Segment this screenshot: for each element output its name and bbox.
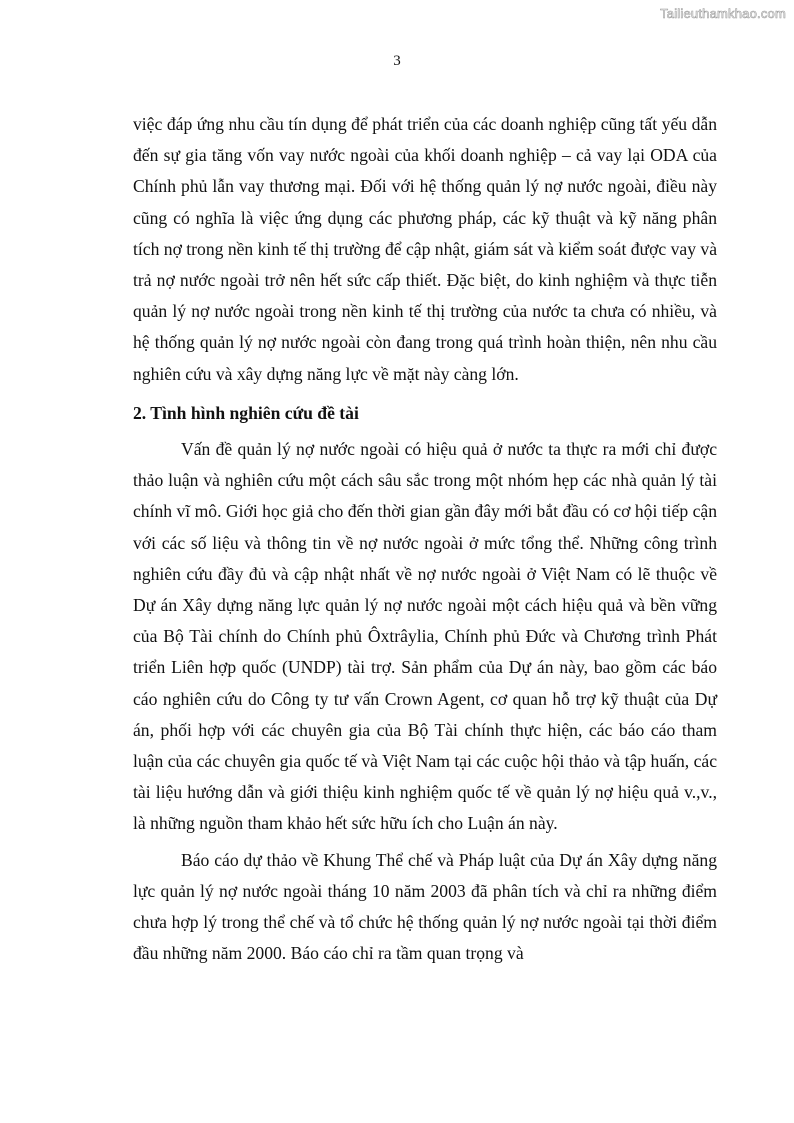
paragraph: Vấn đề quản lý nợ nước ngoài có hiệu quả ở nước ta thực ra mới chỉ được thảo luận và nghiên cứu một cách sâu sắc trong một nhóm hẹp các nhà quản lý tài chính vĩ mô. Giới học giả cho đến thời gian gần đây mới bắt đầu có cơ hội tiếp cận với các số liệu và thông tin về nợ nước ngoài ở mức tổng thể. Những công trình nghiên cứu đầy đủ và cập nhật nhất về nợ nước ngoài ở Việt Nam có lẽ thuộc về Dự án Xây dựng năng lực quản lý nợ nước ngoài một cách hiệu quả và bền vững của Bộ Tài chính do Chính phủ Ôxtrâylia, Chính phủ Đức và Chương trình Phát triển Liên hợp quốc (UNDP) tài trợ. Sản phẩm của Dự án này, bao gồm các báo cáo nghiên cứu do Công ty tư vấn Crown Agent, cơ quan hỗ trợ kỹ thuật của Dự án, phối hợp với các chuyên gia của Bộ Tài chính thực hiện, các báo cáo tham luận của các chuyên gia quốc tế và Việt Nam tại các cuộc hội thảo và tập huấn, các tài liệu hướng dẫn và giới thiệu kinh nghiệm quốc tế về quản lý nợ hiệu quả v.,v., là những nguồn tham khảo hết sức hữu ích cho Luận án này. (133, 439, 717, 834)
document-body (133, 109, 717, 969)
page-number: 3 (393, 53, 401, 69)
paragraph: Báo cáo dự thảo về Khung Thể chế và Pháp luật của Dự án Xây dựng năng lực quản lý nợ nước ngoài tháng 10 năm 2003 đã phân tích và chỉ ra những điểm chưa hợp lý trong thể chế và tổ chức hệ thống quản lý nợ nước ngoài tại thời điểm đầu những năm 2000. Báo cáo chỉ ra tầm quan trọng và (133, 849, 717, 964)
watermark: Tailieuthamkhao.com (660, 6, 786, 21)
section-heading: 2. Tình hình nghiên cứu đề tài (133, 402, 359, 423)
paragraph-continued: việc đáp ứng nhu cầu tín dụng để phát triển của các doanh nghiệp cũng tất yếu dẫn đến sự gia tăng vốn vay nước ngoài của khối doanh nghiệp – cả vay lại ODA của Chính phủ lẫn vay thương mại. Đối với hệ thống quản lý nợ nước ngoài, điều này cũng có nghĩa là việc ứng dụng các phương pháp, các kỹ thuật và kỹ năng phân tích nợ trong nền kinh tế thị trường để cập nhật, giám sát và kiểm soát được vay và trả nợ nước ngoài trở nên hết sức cấp thiết. Đặc biệt, do kinh nghiệm và thực tiễn quản lý nợ nước ngoài trong nền kinh tế thị trường của nước ta chưa có nhiều, và hệ thống quản lý nợ nước ngoài còn đang trong quá trình hoàn thiện, nên nhu cầu nghiên cứu và xây dựng năng lực về mặt này càng lớn. (133, 114, 717, 384)
